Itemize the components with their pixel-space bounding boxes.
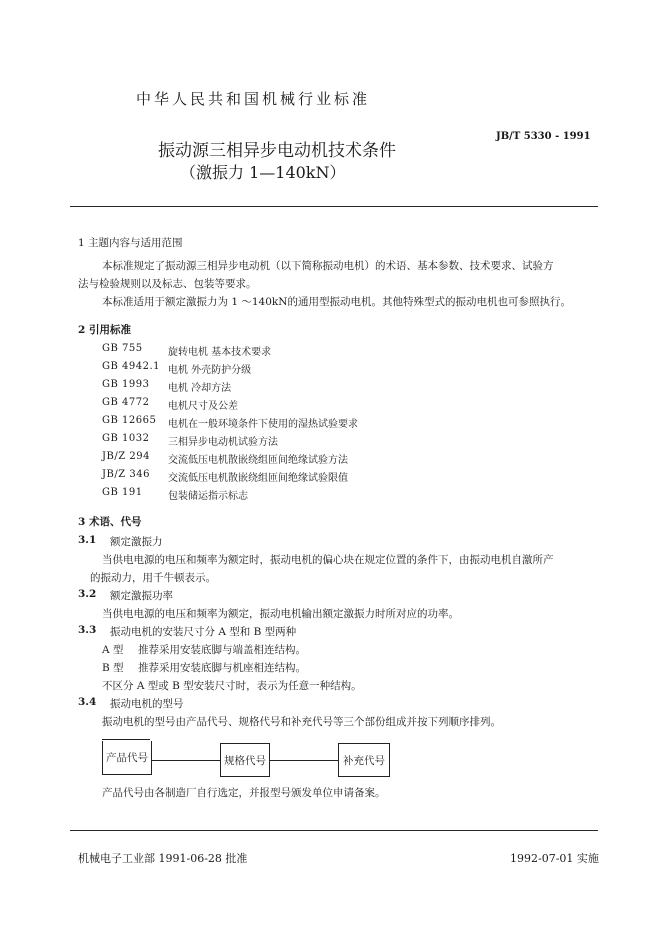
term-3-4-line-1: 振动电机的型号由产品代号、规格代号和补充代号等三个部份组成并按下列顺序排列。 [102,716,501,728]
product-code-box [102,741,152,775]
reference-name: 电机 冷却方法 [168,383,232,394]
reference-name: 交流低压电机散嵌绕组匝间绝缘试验限值 [168,473,348,484]
term-3-1-line-1: 当供电电源的电压和频率为额定时，振动电机的偏心块在规定位置的条件下，由振动电机自激所产 [102,554,554,566]
spec-code-label: 规格代号 [224,754,266,767]
reference-name: 电机尺寸及公差 [168,401,238,412]
connector-line-1 [152,760,220,761]
term-3-3-number: 3.3 [78,624,97,636]
standard-code: JB/T 5330 - 1991 [496,131,591,142]
footer-divider [70,830,598,831]
type-a-description: 推荐采用安装底脚与端盖相连结构。 [138,644,306,656]
term-3-2-number: 3.2 [78,588,97,600]
reference-code: JB/Z 294 [102,451,150,462]
reference-name: 三相异步电动机试验方法 [168,437,278,448]
connector-line-2 [270,760,338,761]
supplementary-code-box [338,743,390,777]
section-1-paragraph-2: 本标准适用于额定激振力为 1 ～140kN的通用型振动电机。其他特殊型式的振动电机也可参照执行。 [102,296,571,308]
document-subtitle: （激振力 1—140kN） [180,163,346,182]
section-1-paragraph-1-line-1: 本标准规定了振动源三相异步电动机（以下简称振动电机）的术语、基本参数、技术要求、试验方 [102,260,554,272]
reference-name: 电机 外壳防护分级 [168,365,252,376]
reference-code: JB/Z 346 [102,469,150,480]
reference-code: GB 191 [102,487,143,498]
approval-date: 机械电子工业部 1991-06-28 批准 [78,852,248,865]
spec-code-box [220,743,270,777]
diagram-top-line [102,739,150,740]
type-b-description: 推荐采用安装底脚与机座相连结构。 [138,662,306,674]
section-2-heading: 2 引用标准 [78,324,131,336]
type-b-label: B 型 [102,662,124,674]
type-a-label: A 型 [102,644,124,656]
reference-code: GB 1993 [102,379,150,390]
term-3-4-line-2: 产品代号由各制造厂自行选定，并报型号颁发单位申请备案。 [102,787,386,799]
term-3-1-number: 3.1 [78,534,97,546]
supplementary-code-label: 补充代号 [343,754,385,767]
section-3-heading: 3 术语、代号 [78,516,142,528]
reference-name: 交流低压电机散嵌绕组匝间绝缘试验方法 [168,455,348,466]
term-3-1-line-2: 的振动力，用千牛顿表示。 [90,572,216,584]
term-3-2-line-1: 当供电电源的电压和频率为额定，振动电机输出额定激振力时所对应的功率。 [102,608,459,620]
term-3-3-title: 振动电机的安装尺寸分 A 型和 B 型两种 [110,626,297,638]
reference-name: 包装储运指示标志 [168,491,248,502]
term-3-4-number: 3.4 [78,696,97,708]
reference-code: GB 4942.1 [102,361,161,372]
reference-code: GB 4772 [102,397,150,408]
product-code-label: 产品代号 [106,752,148,764]
term-3-3-note: 不区分 A 型或 B 型安装尺寸时，表示为任意一种结构。 [102,680,362,692]
reference-code: GB 1032 [102,433,150,444]
section-1-paragraph-1-line-2: 法与检验规则以及标志、包装等要求。 [78,278,257,290]
reference-name: 旋转电机 基本技术要求 [168,347,272,358]
term-3-2-title: 额定激振功率 [110,590,173,602]
term-3-1-title: 额定激振力 [110,536,163,548]
header-divider [70,206,598,207]
reference-code: GB 12665 [102,415,157,426]
document-title: 振动源三相异步电动机技术条件 [158,141,396,161]
reference-code: GB 755 [102,343,143,354]
section-1-heading: 1 主题内容与适用范围 [78,237,183,249]
effective-date: 1992-07-01 实施 [510,852,599,865]
issuing-organization: 中华人民共和国机械行业标准 [136,90,371,108]
reference-name: 电机在一般环境条件下使用的湿热试验要求 [168,419,358,430]
term-3-4-title: 振动电机的型号 [110,698,184,710]
